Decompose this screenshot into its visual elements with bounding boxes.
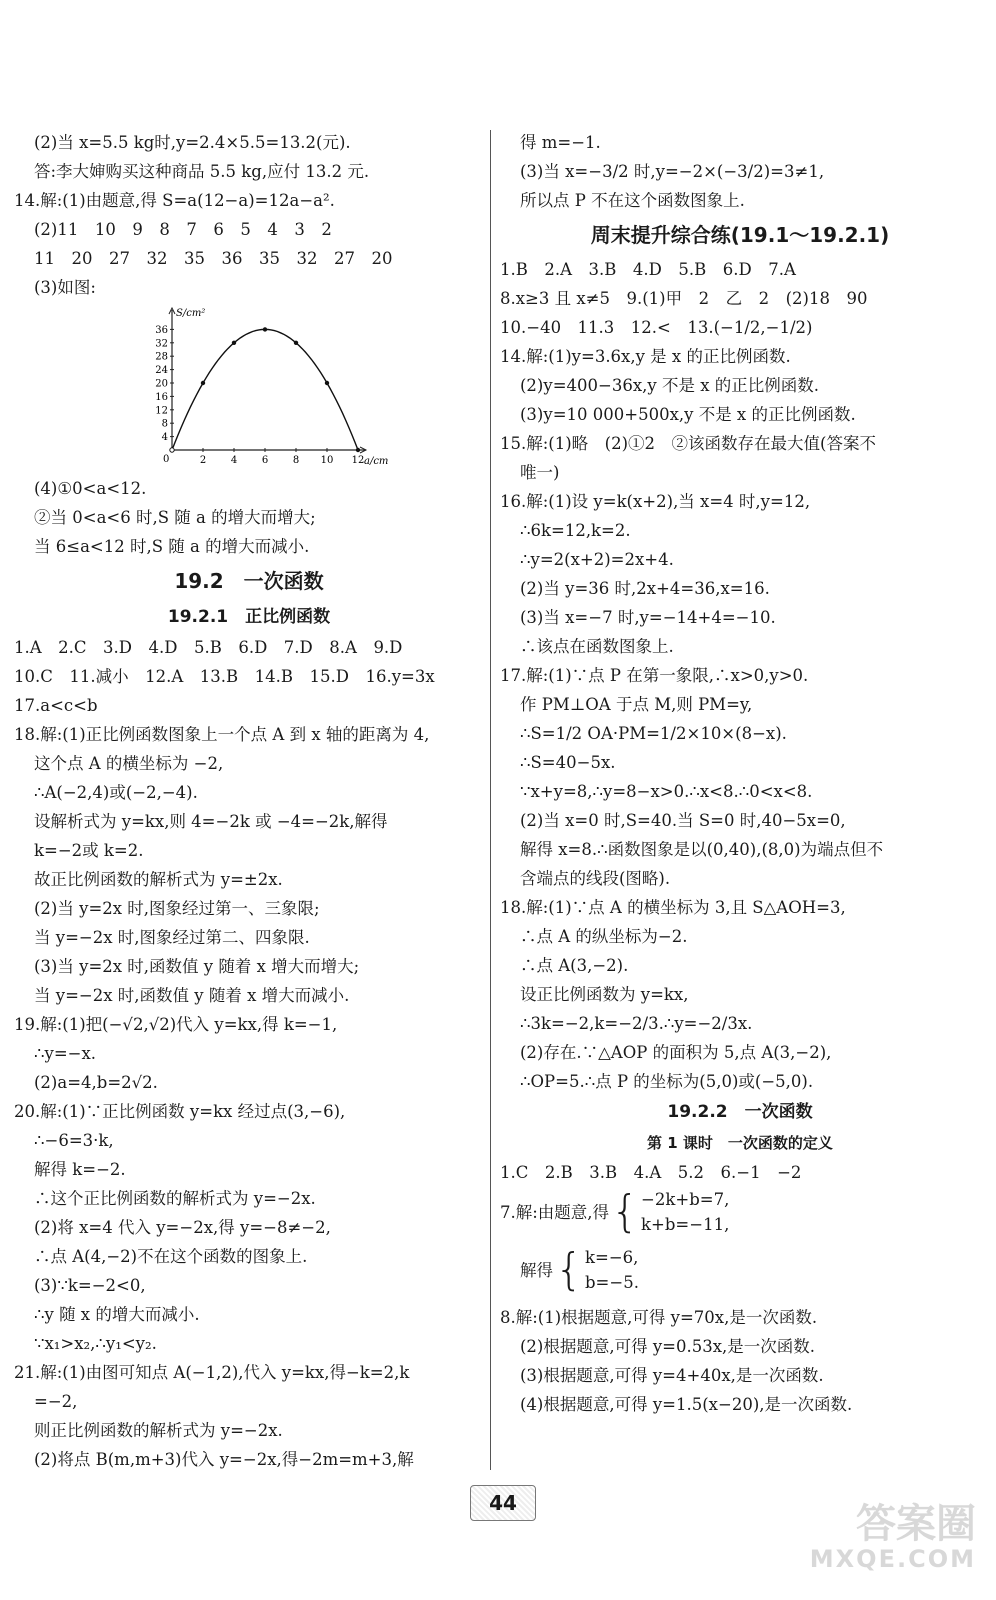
x-tick-label: 6 — [261, 455, 269, 466]
right-lines-1 — [500, 128, 980, 215]
text-line: 当 6≤a<12 时,S 随 a 的增大而减小. — [34, 537, 310, 556]
subsection-title-19-2-2: 19.2.2 一次函数 — [667, 1102, 813, 1122]
text-line: 故正比例函数的解析式为 y=±2x. — [34, 870, 283, 889]
text-line: (2)将 x=4 代入 y=−2x,得 y=−8≠−2, — [34, 1218, 331, 1237]
text-line: ∴−6=3·k, — [34, 1131, 114, 1150]
q7-solution — [500, 1245, 980, 1303]
y-tick-label: 24 — [155, 365, 168, 377]
text-line: 17.解:(1)∵点 P 在第一象限,∴x>0,y>0. — [500, 666, 809, 685]
text-line: (2)当 x=5.5 kg时,y=2.4×5.5=13.2(元). — [34, 133, 351, 152]
text-line: (3)根据题意,可得 y=4+40x,是一次函数. — [520, 1366, 824, 1385]
y-tick-label: 12 — [155, 405, 168, 417]
section-title-19-2: 19.2 一次函数 — [174, 569, 324, 593]
watermark-line2: MXQE.COM — [809, 1545, 976, 1573]
left-lines-3 — [14, 633, 484, 1474]
y-tick-label: 36 — [155, 324, 168, 336]
x-tick-label: 10 — [320, 455, 334, 466]
text-line: (2)a=4,b=2√2. — [34, 1073, 158, 1092]
text-line: ∴y=2(x+2)=2x+4. — [520, 550, 674, 569]
parabola-curve — [172, 329, 358, 450]
text-line: 8.x≥3 且 x≠5 9.(1)甲 2 乙 2 (2)18 90 — [500, 289, 868, 308]
y-tick-label: 4 — [161, 432, 168, 444]
left-column — [14, 128, 484, 1474]
data-point — [356, 448, 360, 452]
data-point — [263, 327, 267, 331]
text-line: ∴点 A(3,−2). — [520, 956, 629, 975]
text-line: (2)根据题意,可得 y=0.53x,是一次函数. — [520, 1337, 816, 1356]
text-line: 当 y=−2x 时,图象经过第二、四象限. — [34, 928, 310, 947]
text-line: 11 20 27 32 35 36 35 32 27 20 — [34, 249, 393, 268]
text-line: (2)当 y=2x 时,图象经过第一、三象限; — [34, 899, 320, 918]
text-line: ∴点 A 的纵坐标为−2. — [520, 927, 688, 946]
page-number: 44 — [470, 1485, 536, 1521]
left-lines-2 — [14, 474, 484, 561]
text-line: (3)y=10 000+500x,y 不是 x 的正比例函数. — [520, 405, 856, 424]
text-line: ∴OP=5.∴点 P 的坐标为(5,0)或(−5,0). — [520, 1072, 814, 1091]
text-line: ∴S=40−5x. — [520, 753, 616, 772]
text-line: ∵x₁>x₂,∴y₁<y₂. — [34, 1334, 157, 1353]
lesson-title: 第 1 课时 一次函数的定义 — [647, 1134, 833, 1152]
text-line: (2)y=400−36x,y 不是 x 的正比例函数. — [520, 376, 819, 395]
text-line: 1.A 2.C 3.D 4.D 5.B 6.D 7.D 8.A 9.D — [14, 638, 403, 657]
text-line: 设正比例函数为 y=kx, — [520, 985, 689, 1004]
text-line: 含端点的线段(图略). — [520, 869, 671, 888]
text-line: 得 m=−1. — [520, 133, 601, 152]
text-line: 设解析式为 y=kx,则 4=−2k 或 −4=−2k,解得 — [34, 812, 388, 831]
text-line: ∴3k=−2,k=−2/3.∴y=−2/3x. — [520, 1014, 753, 1033]
text-line: (2)存在.∵△AOP 的面积为 5,点 A(3,−2), — [520, 1043, 832, 1062]
y-tick-label: 28 — [155, 351, 168, 363]
text-line: ∴A(−2,4)或(−2,−4). — [34, 783, 198, 802]
text-line: 作 PM⊥OA 于点 M,则 PM=y, — [520, 695, 753, 714]
text-line: ∴6k=12,k=2. — [520, 521, 631, 540]
text-line: 解得 k=−2. — [34, 1160, 126, 1179]
x-tick-label: 4 — [230, 455, 238, 466]
subsection-title-19-2-1: 19.2.1 正比例函数 — [167, 607, 331, 627]
right-lines-4 — [500, 1303, 980, 1419]
left-lines-1 — [14, 128, 484, 302]
text-line: 当 y=−2x 时,函数值 y 随着 x 增大而减小. — [34, 986, 350, 1005]
right-lines-3 — [500, 1158, 980, 1187]
q7-solve-prefix: 解得 — [520, 1260, 553, 1280]
q7-eq1: −2k+b=7, — [641, 1190, 730, 1209]
parabola-svg — [134, 302, 389, 474]
watermark-line1: 答案圈 — [856, 1501, 976, 1547]
text-line: 14.解:(1)y=3.6x,y 是 x 的正比例函数. — [500, 347, 791, 366]
brace-icon: { — [555, 1244, 583, 1295]
y-tick-label: 8 — [161, 418, 168, 430]
q7-sol1: k=−6, — [585, 1248, 639, 1267]
text-line: (4)根据题意,可得 y=1.5(x−20),是一次函数. — [520, 1395, 853, 1414]
text-line: (3)当 x=−7 时,y=−14+4=−10. — [520, 608, 776, 627]
text-line: 21.解:(1)由图可知点 A(−1,2),代入 y=kx,得−k=2,k — [14, 1363, 410, 1382]
data-point — [294, 341, 298, 345]
text-line: ∴S=1/2 OA·PM=1/2×10×(8−x). — [520, 724, 787, 743]
data-point — [232, 341, 236, 345]
text-line: ∴y=−x. — [34, 1044, 97, 1063]
text-line: 则正比例函数的解析式为 y=−2x. — [34, 1421, 283, 1440]
q7-sol2: b=−5. — [585, 1273, 639, 1292]
text-line: ∴y 随 x 的增大而减小. — [34, 1305, 200, 1324]
text-line: ∴该点在函数图象上. — [520, 637, 674, 656]
text-line: 唯一) — [520, 463, 560, 482]
text-line: =−2, — [34, 1392, 78, 1411]
text-line: 20.解:(1)∵正比例函数 y=kx 经过点(3,−6), — [14, 1102, 346, 1121]
text-line: (3)如图: — [34, 278, 96, 297]
text-line: (2)将点 B(m,m+3)代入 y=−2x,得−2m=m+3,解 — [34, 1450, 414, 1469]
q7-eq2: k+b=−11, — [641, 1215, 730, 1234]
y-tick-label: 16 — [155, 391, 168, 403]
text-line: 15.解:(1)略 (2)①2 ②该函数存在最大值(答案不 — [500, 434, 876, 453]
column-divider — [490, 130, 491, 1470]
text-line: 14.解:(1)由题意,得 S=a(12−a)=12a−a². — [14, 191, 335, 210]
text-line: 10.−40 11.3 12.< 13.(−1/2,−1/2) — [500, 318, 813, 337]
text-line: 1.B 2.A 3.B 4.D 5.B 6.D 7.A — [500, 260, 796, 279]
text-line: (3)当 x=−3/2 时,y=−2×(−3/2)=3≠1, — [520, 162, 825, 181]
text-line: 这个点 A 的横坐标为 −2, — [34, 754, 224, 773]
x-tick-label: 2 — [199, 455, 207, 466]
q7-prefix: 7.解:由题意,得 — [500, 1202, 610, 1222]
text-line: 答:李大婶购买这种商品 5.5 kg,应付 13.2 元. — [34, 162, 370, 181]
text-line: ②当 0<a<6 时,S 随 a 的增大而增大; — [34, 508, 316, 527]
y-tick-label: 32 — [155, 338, 168, 350]
q7-system — [500, 1187, 980, 1245]
text-line: 解得 x=8.∴函数图象是以(0,40),(8,0)为端点但不 — [520, 840, 884, 859]
right-column — [500, 128, 980, 1419]
text-line: ∵x+y=8,∴y=8−x>0.∴x<8.∴0<x<8. — [520, 782, 813, 801]
text-line: 17.a<c<b — [14, 696, 98, 715]
x-tick-label: 8 — [292, 455, 300, 466]
text-line: k=−2或 k=2. — [34, 841, 144, 860]
text-line: 1.C 2.B 3.B 4.A 5.2 6.−1 −2 — [500, 1163, 802, 1182]
x-tick-label: 12 — [351, 455, 365, 466]
y-axis-label: S/cm² — [176, 308, 206, 319]
text-line: (3)∵k=−2<0, — [34, 1276, 146, 1295]
text-line: ∴这个正比例函数的解析式为 y=−2x. — [34, 1189, 316, 1208]
right-lines-2 — [500, 255, 980, 1096]
text-line: 10.C 11.减小 12.A 13.B 14.B 15.D 16.y=3x — [14, 667, 435, 686]
text-line: 8.解:(1)根据题意,可得 y=70x,是一次函数. — [500, 1308, 818, 1327]
x-axis-label: a/cm — [364, 456, 389, 467]
text-line: 16.解:(1)设 y=k(x+2),当 x=4 时,y=12, — [500, 492, 811, 511]
text-line: (2)当 x=0 时,S=40.当 S=0 时,40−5x=0, — [520, 811, 846, 830]
origin-label: 0 — [163, 454, 170, 465]
data-point — [325, 381, 329, 385]
brace-icon: { — [611, 1186, 640, 1237]
open-point-origin — [170, 448, 174, 452]
text-line: (2)11 10 9 8 7 6 5 4 3 2 — [34, 220, 332, 239]
text-line: ∴点 A(4,−2)不在这个函数的图象上. — [34, 1247, 308, 1266]
parabola-graph — [134, 302, 484, 474]
text-line: 18.解:(1)∵点 A 的横坐标为 3,且 S△AOH=3, — [500, 898, 846, 917]
text-line: 18.解:(1)正比例函数图象上一个点 A 到 x 轴的距离为 4, — [14, 725, 430, 744]
text-line: 所以点 P 不在这个函数图象上. — [520, 191, 745, 210]
watermark-logo — [756, 1502, 976, 1572]
weekend-practice-title: 周末提升综合练(19.1～19.2.1) — [590, 223, 890, 247]
data-point — [201, 381, 205, 385]
text-line: (2)当 y=36 时,2x+4=36,x=16. — [520, 579, 770, 598]
y-tick-label: 20 — [155, 378, 168, 390]
text-line: (3)当 y=2x 时,函数值 y 随着 x 增大而增大; — [34, 957, 360, 976]
text-line: 19.解:(1)把(−√2,√2)代入 y=kx,得 k=−1, — [14, 1015, 338, 1034]
text-line: (4)①0<a<12. — [34, 479, 147, 498]
